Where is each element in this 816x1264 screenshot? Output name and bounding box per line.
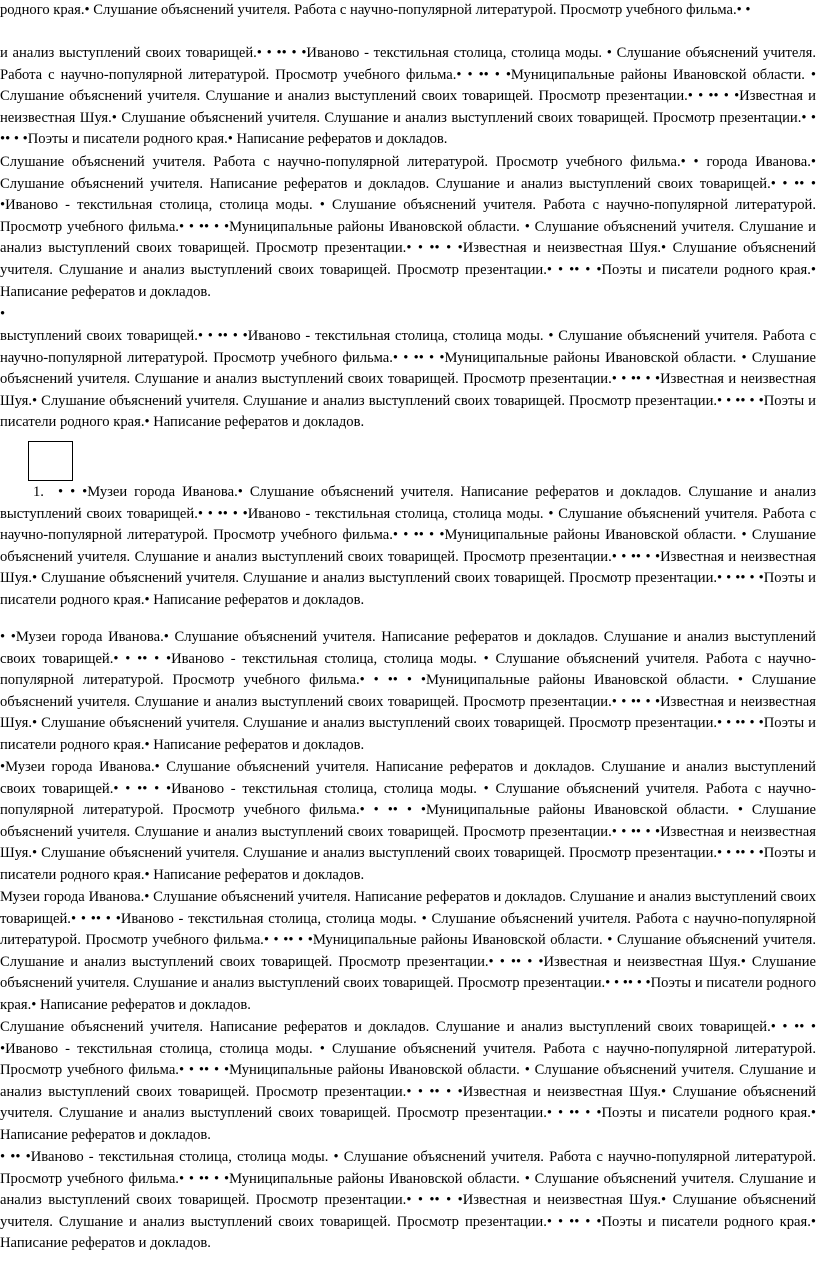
- paragraph-7: Музеи города Иванова.• Слушание объяснений учителя. Написание рефератов и докладов. Слушание и анализ выступлений своих товарищей.• • •• • •Иваново - текстильная столица, столица моды. • Слушание объяснений учителя. Работа с научно-популярной литературой. Просмотр учебного фильма.• • •• • •Муниципальные районы Ивановской области. • Слушание объяснений учителя. Слушание и анализ выступлений своих товарищей. Просмотр презентации.• • •• • •Известная и неизвестная Шуя.• Слушание объяснений учителя. Слушание и анализ выступлений своих товарищей. Просмотр презентации.• • •• • •Поэты и писатели родного края.• Написание рефератов и докладов.: [0, 889, 816, 1013]
- paragraph-3: Слушание объяснений учителя. Работа с научно-популярной литературой. Просмотр учебного фильма.• • города Иванова.• Слушание объяснений учителя. Написание рефератов и докладов. Слушание и анализ выступлений своих товарищей.• • •• • •Иваново - текстильная столица, столица моды. • Слушание объяснений учителя. Работа с научно-популярной литературой. Просмотр учебного фильма.• • •• • •Муниципальные районы Ивановской области. • Слушание объяснений учителя. Слушание и анализ выступлений своих товарищей. Просмотр презентации.• • •• • •Известная и неизвестная Шуя.• Слушание объяснений учителя. Слушание и анализ выступлений своих товарищей. Просмотр презентации.• • •• • •Поэты и писатели родного края.• Написание рефератов и докладов.: [0, 154, 816, 300]
- paragraph-2: и анализ выступлений своих товарищей.• • •• • •Иваново - текстильная столица, столица моды. • Слушание объяснений учителя. Работа с научно-популярной литературой. Просмотр учебного фильма.• • •• • •Муниципальные районы Ивановской области. • Слушание объяснений учителя. Слушание и анализ выступлений своих товарищей. Просмотр презентации.• • •• • •Известная и неизвестная Шуя.• Слушание объяснений учителя. Слушание и анализ выступлений своих товарищей. Просмотр презентации.• • •• • •Поэты и писатели родного края.• Написание рефератов и докладов.: [0, 45, 816, 148]
- empty-frame: [28, 441, 73, 481]
- bullet-line: •: [0, 306, 6, 322]
- list-item-1: • • •Музеи города Иванова.• Слушание объяснений учителя. Написание рефератов и докладов. Слушание и анализ выступлений своих товарищей.• • •• • •Иваново - текстильная столица, столица моды. • Слушание объяснений учителя. Работа с научно-популярной литературой. Просмотр учебного фильма.• • •• • •Муниципальные районы Ивановской области. • Слушание объяснений учителя. Слушание и анализ выступлений своих товарищей. Просмотр презентации.• • •• • •Известная и неизвестная Шуя.• Слушание объяснений учителя. Слушание и анализ выступлений своих товарищей. Просмотр презентации.• • •• • •Поэты и писатели родного края.• Написание рефератов и докладов.: [0, 484, 816, 608]
- paragraph-4: выступлений своих товарищей.• • •• • •Иваново - текстильная столица, столица моды. • Слушание объяснений учителя. Работа с научно-популярной литературой. Просмотр учебного фильма.• • •• • •Муниципальные районы Ивановской области. • Слушание объяснений учителя. Слушание и анализ выступлений своих товарищей. Просмотр презентации.• • •• • •Известная и неизвестная Шуя.• Слушание объяснений учителя. Слушание и анализ выступлений своих товарищей. Просмотр презентации.• • •• • •Поэты и писатели родного края.• Написание рефератов и докладов.: [0, 328, 816, 431]
- list-number: 1.: [33, 484, 44, 500]
- paragraph-5: • •Музеи города Иванова.• Слушание объяснений учителя. Написание рефератов и докладов. Слушание и анализ выступлений своих товарищей.• • •• • •Иваново - текстильная столица, столица моды. • Слушание объяснений учителя. Работа с научно-популярной литературой. Просмотр учебного фильма.• • •• • •Муниципальные районы Ивановской области. • Слушание объяснений учителя. Слушание и анализ выступлений своих товарищей. Просмотр презентации.• • •• • •Известная и неизвестная Шуя.• Слушание объяснений учителя. Слушание и анализ выступлений своих товарищей. Просмотр презентации.• • •• • •Поэты и писатели родного края.• Написание рефератов и докладов.: [0, 629, 816, 753]
- paragraph-6: •Музеи города Иванова.• Слушание объяснений учителя. Написание рефератов и докладов. Слушание и анализ выступлений своих товарищей.• • •• • •Иваново - текстильная столица, столица моды. • Слушание объяснений учителя. Работа с научно-популярной литературой. Просмотр учебного фильма.• • •• • •Муниципальные районы Ивановской области. • Слушание объяснений учителя. Слушание и анализ выступлений своих товарищей. Просмотр презентации.• • •• • •Известная и неизвестная Шуя.• Слушание объяснений учителя. Слушание и анализ выступлений своих товарищей. Просмотр презентации.• • •• • •Поэты и писатели родного края.• Написание рефератов и докладов.: [0, 759, 816, 883]
- paragraph-8: Слушание объяснений учителя. Написание рефератов и докладов. Слушание и анализ выступлений своих товарищей.• • •• • •Иваново - текстильная столица, столица моды. • Слушание объяснений учителя. Работа с научно-популярной литературой. Просмотр учебного фильма.• • •• • •Муниципальные районы Ивановской области. • Слушание объяснений учителя. Слушание и анализ выступлений своих товарищей. Просмотр презентации.• • •• • •Известная и неизвестная Шуя.• Слушание объяснений учителя. Слушание и анализ выступлений своих товарищей. Просмотр презентации.• • •• • •Поэты и писатели родного края.• Написание рефератов и докладов.: [0, 1019, 816, 1143]
- paragraph-9: • •• •Иваново - текстильная столица, столица моды. • Слушание объяснений учителя. Работа с научно-популярной литературой. Просмотр учебного фильма.• • •• • •Муниципальные районы Ивановской области. • Слушание объяснений учителя. Слушание и анализ выступлений своих товарищей. Просмотр презентации.• • •• • •Известная и неизвестная Шуя.• Слушание объяснений учителя. Слушание и анализ выступлений своих товарищей. Просмотр презентации.• • •• • •Поэты и писатели родного края.• Написание рефератов и докладов.: [0, 1149, 816, 1252]
- paragraph-1: родного края.• Слушание объяснений учителя. Работа с научно-популярной литературой. Просмотр учебного фильма.• •: [0, 2, 751, 18]
